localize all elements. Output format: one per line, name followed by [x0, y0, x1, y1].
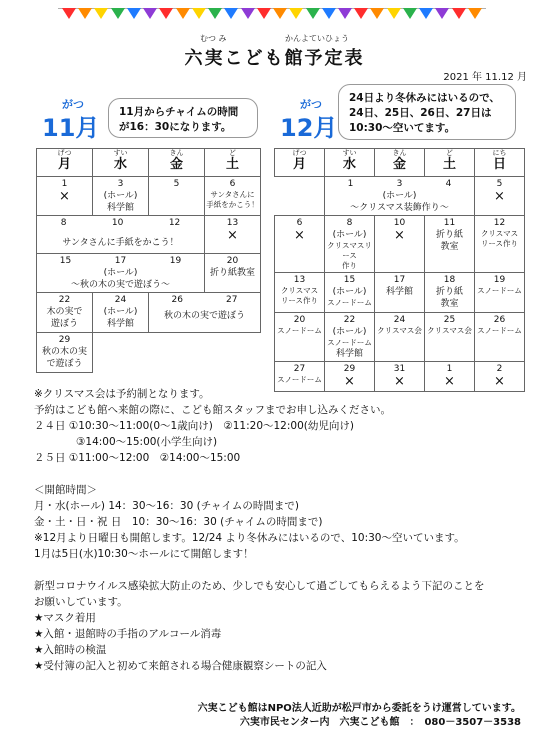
dec-month-ruby: がつ	[300, 98, 322, 111]
nov-month-title: 11月	[42, 114, 100, 142]
note-reservation-how: 予約はこども館へ来館の際に、こども館スタッフまでお申し込みください。	[34, 404, 391, 416]
bunting-flag	[468, 8, 482, 19]
footer	[198, 702, 521, 730]
bunting-flag	[289, 8, 303, 19]
covid-rule-temperature: ★入館時の検温	[34, 644, 107, 656]
nov-notice-line1: 11月からチャイムの時間	[119, 106, 239, 118]
bunting-flag	[159, 8, 173, 19]
bunting-flag	[78, 8, 92, 19]
dec-week-3	[275, 273, 525, 313]
bunting-flag	[419, 8, 433, 19]
bunting-flag	[176, 8, 190, 19]
bunting-flag	[338, 8, 352, 19]
dec-day-12: 12 クリスマス リース作り	[475, 216, 525, 273]
nov-week-4	[37, 293, 261, 333]
dec-notice-line2: 24日、25日、26日、27日は	[349, 107, 492, 119]
bunting-flag	[62, 8, 76, 19]
covid-rule-register: ★受付簿の記入と初めて来館される場合健康観察シートの記入	[34, 660, 327, 672]
nov-header-row	[37, 149, 261, 177]
nov-week-3	[37, 254, 261, 293]
nov-week-3-span: 15 17 19 (ホール) ～秋の木の実で遊ぼう～	[37, 254, 205, 293]
bunting-flag	[306, 8, 320, 19]
bunting-flag	[208, 8, 222, 19]
bunting-flag	[111, 8, 125, 19]
nov-week-5	[37, 333, 261, 373]
dec-day-8: 8 (ホール) クリスマスリース 作り	[325, 216, 375, 273]
note-24-schedule: ２４日 ①10:30～11:00(0～1歳向け) ②11:20～12:00(幼児向け)	[34, 420, 354, 432]
nov-calendar	[36, 148, 261, 373]
nov-day-5: 5	[149, 177, 205, 216]
nov-day-24: 24 (ホール) 科学館	[93, 293, 149, 333]
dec-day-22: 22 (ホール) スノードーム 科学館	[325, 313, 375, 362]
dec-day-18: 18 折り紙 教室	[425, 273, 475, 313]
jan-day-1: 1 ×	[425, 362, 475, 392]
dec-header-sat: ど 土	[425, 149, 475, 177]
nov-header-sat: ど 土	[205, 149, 261, 177]
dec-header-mon: げつ 月	[275, 149, 325, 177]
nov-header-mon: げつ 月	[37, 149, 93, 177]
note-sunday-opening: ※12月より日曜日も開館します。12/24 より冬休みにはいるので、10:30～空いています。	[34, 532, 465, 544]
dec-day-31: 31 ×	[375, 362, 425, 392]
bunting-flag	[224, 8, 238, 19]
bunting-flag	[257, 8, 271, 19]
page-title: 六実こども館予定表	[184, 48, 365, 69]
nov-week-4-span: 26 27 秋の木の実で遊ぼう	[149, 293, 261, 333]
nov-week-2	[37, 216, 261, 254]
dec-day-13: 13 クリスマス リース作り	[275, 273, 325, 313]
notes-section	[34, 386, 484, 674]
nov-day-6: 6 サンタさんに 手紙をかこう！	[205, 177, 261, 216]
bunting-flag	[322, 8, 336, 19]
title-ruby-left: むつ み	[200, 34, 227, 43]
bunting-flag	[452, 8, 466, 19]
note-january-opening: 1月は5日(水)10:30～ホールにて開館します！	[34, 548, 254, 560]
dec-day-15: 15 (ホール) スノードーム	[325, 273, 375, 313]
dec-day-10: 10 ×	[375, 216, 425, 273]
dec-day-29: 29 ×	[325, 362, 375, 392]
dec-day-27: 27 スノードーム	[275, 362, 325, 392]
dec-day-25: 25 クリスマス会	[425, 313, 475, 362]
footer-operator: 六実こども館はNPO法人近助が松戸市から委託をうけ運営しています。	[197, 703, 521, 714]
dec-day-20: 20 スノードーム	[275, 313, 325, 362]
dec-week-1-span: 1 3 4 (ホール) ～クリスマス装飾作り～	[325, 177, 475, 216]
nov-notice-line2: が16：30になります。	[119, 121, 232, 133]
bunting-flag	[127, 8, 141, 19]
bunting-flag	[354, 8, 368, 19]
dec-notice-line3: 10:30～空いてます。	[349, 122, 456, 134]
dec-day-17: 17 科学館	[375, 273, 425, 313]
bunting-flag	[370, 8, 384, 19]
dec-header-fri: きん 金	[375, 149, 425, 177]
dec-notice-bubble	[338, 84, 516, 140]
nov-day-29: 29 秋の木の実 で遊ぼう	[37, 333, 93, 373]
dec-day-11: 11 折り紙 教室	[425, 216, 475, 273]
note-25-schedule: ２５日 ①11:00～12:00 ②14:00～15:00	[34, 452, 241, 464]
nov-day-1: 1 ×	[37, 177, 93, 216]
note-christmas-reservation: ※クリスマス会は予約制となります。	[34, 388, 210, 400]
dec-month-title: 12月	[280, 114, 338, 142]
dec-week-4	[275, 313, 525, 362]
nov-month-ruby: がつ	[62, 98, 84, 111]
opening-hours-heading: ＜開館時間＞	[34, 484, 97, 496]
bunting-flag	[403, 8, 417, 19]
dec-day-19: 19 スノードーム	[475, 273, 525, 313]
dec-header-sun: にち 日	[475, 149, 525, 177]
nov-day-20: 20 折り紙教室	[205, 254, 261, 293]
bunting-flag	[435, 8, 449, 19]
dec-notice-line1: 24日より冬休みにはいるので、	[349, 92, 500, 104]
dec-header-row	[275, 149, 525, 177]
title-ruby-right: かんよていひょう	[285, 34, 349, 43]
dec-day-6: 6 ×	[275, 216, 325, 273]
covid-notice-2: お願いしています。	[34, 596, 128, 608]
dec-calendar	[274, 148, 525, 392]
dec-day-5: 5 ×	[475, 177, 525, 216]
nov-day-3: 3 (ホール) 科学館	[93, 177, 149, 216]
nov-notice-bubble	[108, 98, 258, 138]
dec-header-wed: すい 水	[325, 149, 375, 177]
opening-hours-weekday: 月・水(ホール) 14：30～16：30 (チャイムの時間まで)	[34, 500, 299, 512]
jan-day-2: 2 ×	[475, 362, 525, 392]
bunting-decoration	[62, 8, 482, 22]
covid-rule-mask: ★マスク着用	[34, 612, 96, 624]
nov-day-22: 22 木の実で 遊ぼう	[37, 293, 93, 333]
opening-hours-weekend: 金・土・日・祝 日 10：30～16：30 (チャイムの時間まで)	[34, 516, 323, 528]
note-24-schedule-3: ③14:00～15:00(小学生向け)	[76, 436, 218, 448]
bunting-flag	[94, 8, 108, 19]
covid-notice: 新型コロナウイルス感染拡大防止のため、少しでも安心して過ごしてもらえるよう下記のことを	[34, 580, 485, 592]
nov-header-wed: すい 水	[93, 149, 149, 177]
bunting-flag	[273, 8, 287, 19]
footer-contact: 六実市民センター内 六実こども館 ： 080－3507－3538	[239, 717, 521, 728]
nov-day-13: 13 ×	[205, 216, 261, 254]
nov-header-fri: きん 金	[149, 149, 205, 177]
nov-week-1	[37, 177, 261, 216]
bunting-flag	[387, 8, 401, 19]
dec-week-2	[275, 216, 525, 273]
bunting-flag	[192, 8, 206, 19]
dec-day-24: 24 クリスマス会	[375, 313, 425, 362]
bunting-flag	[143, 8, 157, 19]
schedule-date: 2021 年 11.12 月	[443, 72, 527, 83]
nov-week-2-span: 8 10 12 サンタさんに手紙をかこう！	[37, 216, 205, 254]
dec-week-1	[275, 177, 525, 216]
dec-day-26: 26 スノードーム	[475, 313, 525, 362]
bunting-flag	[241, 8, 255, 19]
covid-rule-sanitize: ★入館・退館時の手指のアルコール消毒	[34, 628, 222, 640]
